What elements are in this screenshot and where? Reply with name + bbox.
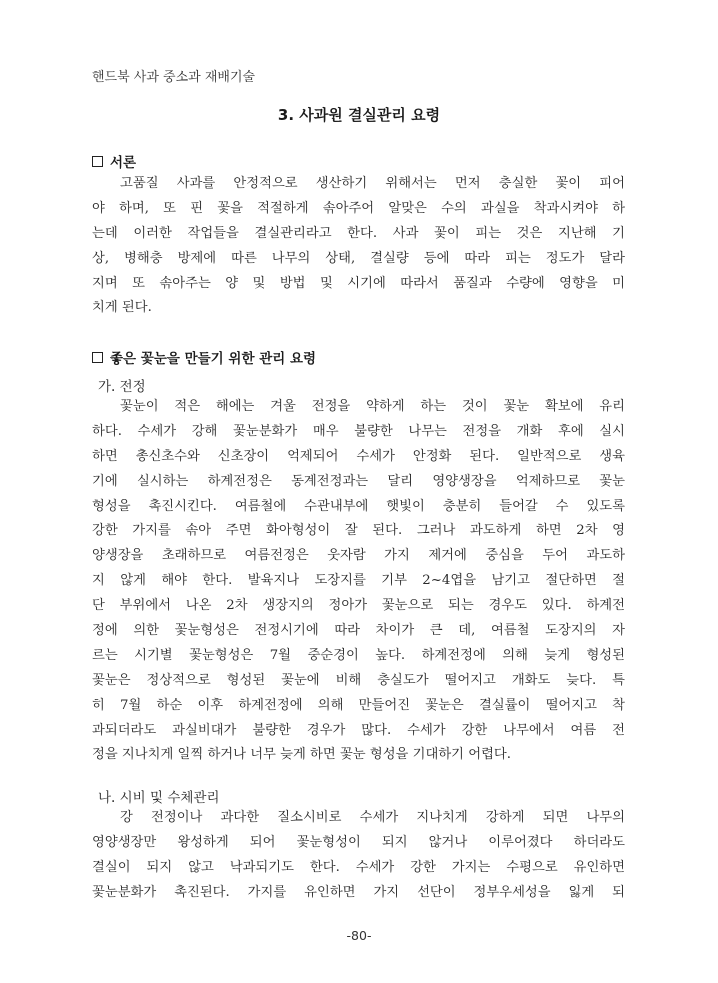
page-title: 3. 사과원 결실관리 요령 — [277, 106, 441, 124]
page-number: -80- — [346, 928, 372, 943]
checkbox-square-icon — [92, 352, 103, 363]
section-heading-flowerbud — [92, 347, 316, 367]
text-line: 꽃눈이 적은 해에는 겨울 전정을 약하게 하는 것이 꽃눈 확보에 유리 — [120, 399, 625, 414]
text-line: 영양생장만 왕성하게 되어 꽃눈형성이 되지 않거나 이루어졌다 하더라도 — [92, 834, 625, 850]
text-line: 형성을 촉진시킨다. 여름철에 수관내부에 햇빛이 충분히 들어갈 수 있도록 — [92, 498, 625, 514]
text-line: 양생장을 초래하므로 여름전정은 웃자람 가지 제거에 중심을 두어 과도하 — [92, 548, 625, 564]
text-line: 과되더라도 과실비대가 불량한 경우가 많다. 수세가 강한 나무에서 여름 전 — [92, 722, 625, 738]
paragraph-pruning — [92, 395, 625, 768]
text-line: 꽃눈은 정상적으로 형성된 꽃눈에 비해 충실도가 떨어지고 개화도 늦다. 특 — [92, 672, 625, 688]
text-line: 히 7월 하순 이후 하계전정에 의해 만들어진 꽃눈은 결실률이 떨어지고 착 — [92, 697, 625, 713]
text-line: 정에 의한 꽃눈형성은 전정시기에 따라 차이가 큰 데, 여름철 도장지의 자 — [92, 623, 625, 639]
text-line: 르는 시기별 꽃눈형성은 7월 중순경이 높다. 하계전정에 의해 늦게 형성된 — [92, 647, 625, 663]
subheading-fertilization: 나. 시비 및 수체관리 — [98, 790, 220, 806]
text-line: 기에 실시하는 하계전정은 동계전정과는 달리 영양생장을 억제하므로 꽃눈 — [92, 473, 625, 489]
paragraph-fertilization — [92, 806, 625, 906]
text-line: 하다. 수세가 강해 꽃눈분화가 매우 불량한 나무는 전정을 개화 후에 실시 — [92, 423, 625, 439]
subheading-pruning: 가. 전정 — [98, 379, 146, 395]
text-line: 고품질 사과를 안정적으로 생산하기 위해서는 먼저 충실한 꽃이 피어 — [120, 176, 625, 191]
text-line: 야 하며, 또 핀 꽃을 적절하게 솎아주어 알맞은 수의 과실을 착과시켜야 하 — [92, 200, 625, 216]
text-line: 상, 병해충 방제에 따른 나무의 상태, 결실량 등에 따라 피는 정도가 달라 — [92, 250, 625, 266]
text-line: 단 부위에서 나온 2차 생장지의 정아가 꽃눈으로 되는 경우도 있다. 하계전 — [92, 598, 625, 614]
section-heading-flowerbud-label: 좋은 꽃눈을 만들기 위한 관리 요령 — [110, 351, 317, 367]
checkbox-square-icon — [92, 156, 103, 167]
paragraph-intro — [92, 172, 625, 321]
text-line: 지며 또 솎아주는 양 및 방법 및 시기에 따라서 품질과 수량에 영향을 미 — [92, 275, 625, 291]
section-heading-intro — [92, 151, 136, 171]
text-line: 는데 이러한 작업들을 결실관리라고 한다. 사과 꽃이 피는 것은 지난해 기 — [92, 225, 625, 241]
text-line: 치게 된다. — [92, 300, 152, 316]
text-line: 하면 총신초수와 신초장이 억제되어 수세가 안정화 된다. 일반적으로 생육 — [92, 448, 625, 464]
text-line: 지 않게 해야 한다. 발육지나 도장지를 기부 2~4엽을 남기고 절단하면 절 — [92, 573, 625, 589]
section-heading-intro-label: 서론 — [110, 155, 137, 171]
text-line: 강 전정이나 과다한 질소시비로 수세가 지나치게 강하게 되면 나무의 — [120, 810, 625, 825]
text-line: 결실이 되지 않고 낙과되기도 한다. 수세가 강한 가지는 수평으로 유인하면 — [92, 859, 625, 875]
running-header: 핸드북 사과 중소과 재배기술 — [92, 70, 256, 85]
text-line: 정을 지나치게 일찍 하거나 너무 늦게 하면 꽃눈 형성을 기대하기 어렵다. — [92, 747, 511, 763]
text-line: 강한 가지를 솎아 주면 화아형성이 잘 된다. 그러나 과도하게 하면 2차 영 — [92, 523, 625, 539]
text-line: 꽃눈분화가 촉진된다. 가지를 유인하면 가지 선단이 정부우세성을 잃게 되 — [92, 884, 625, 900]
